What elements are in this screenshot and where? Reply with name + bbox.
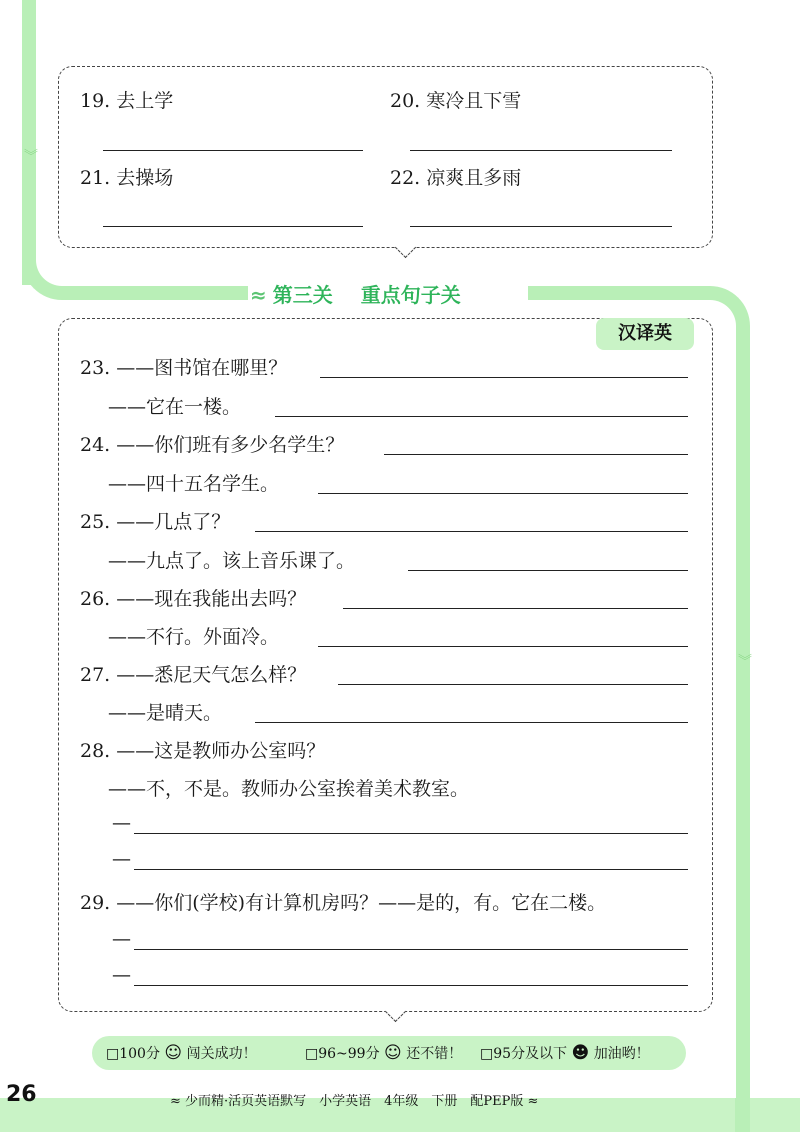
answer-line[interactable]	[410, 226, 672, 227]
answer-line[interactable]	[103, 150, 363, 151]
vocab-20: 20. 寒冷且下雪	[390, 90, 522, 112]
dash: —	[112, 812, 131, 834]
q27-line2: ——是晴天。	[108, 702, 223, 724]
happy-face-icon: ☺	[384, 1043, 402, 1063]
footer-text: ≈ 少而精·活页英语默写 小学英语 4年级 下册 配PEP版 ≈	[170, 1094, 539, 1109]
score-95: □95分及以下 ☻ 加油哟！	[480, 1036, 650, 1071]
answer-line[interactable]	[134, 833, 688, 834]
answer-line[interactable]	[384, 454, 688, 455]
page-number: 26	[6, 1082, 37, 1107]
answer-line[interactable]	[318, 493, 688, 494]
answer-line[interactable]	[338, 684, 688, 685]
q24-line1: 24. ——你们班有多少名学生？	[80, 434, 345, 456]
green-frame-bar-right	[528, 286, 708, 300]
vocab-21: 21. 去操场	[80, 167, 174, 189]
answer-line[interactable]	[320, 377, 688, 378]
answer-line[interactable]	[275, 416, 688, 417]
chevron-decoration-icon: ︾	[24, 149, 38, 165]
answer-line[interactable]	[134, 985, 688, 986]
dash: —	[112, 848, 131, 870]
answer-line[interactable]	[134, 869, 688, 870]
answer-line[interactable]	[410, 150, 672, 151]
answer-line[interactable]	[255, 531, 688, 532]
q28-line2: ——不，不是。教师办公室挨着美术教室。	[108, 778, 470, 800]
q23-line2: ——它在一楼。	[108, 396, 242, 418]
answer-line[interactable]	[408, 570, 688, 571]
score-96-99: □96~99分 ☺ 还不错！	[305, 1036, 462, 1071]
green-frame-foot	[735, 1098, 750, 1132]
green-frame-right	[736, 340, 750, 1132]
q23-line1: 23. ——图书馆在哪里？	[80, 357, 288, 379]
vocab-22: 22. 凉爽且多雨	[390, 167, 522, 189]
chevron-decoration-icon: ︾	[738, 654, 752, 670]
dash: —	[112, 928, 131, 950]
cheer-face-icon: ☻	[571, 1043, 590, 1063]
answer-line[interactable]	[103, 226, 363, 227]
q24-line2: ——四十五名学生。	[108, 473, 280, 495]
score-100: □100分 ☺ 闯关成功！	[106, 1036, 257, 1071]
q26-line1: 26. ——现在我能出去吗？	[80, 588, 307, 610]
q29-line1: 29. ——你们(学校)有计算机房吗？——是的，有。它在二楼。	[80, 892, 607, 914]
q27-line1: 27. ——悉尼天气怎么样？	[80, 664, 307, 686]
answer-line[interactable]	[255, 722, 688, 723]
dash: —	[112, 964, 131, 986]
answer-line[interactable]	[134, 949, 688, 950]
green-frame-bar-left	[70, 286, 248, 300]
section-tag: 汉译英	[596, 318, 694, 350]
vocab-19: 19. 去上学	[80, 90, 174, 112]
smile-face-icon: ☺	[164, 1043, 183, 1063]
green-frame-left	[22, 0, 36, 285]
q28-line1: 28. ——这是教师办公室吗？	[80, 740, 326, 762]
answer-line[interactable]	[343, 608, 688, 609]
q25-line1: 25. ——几点了？	[80, 511, 231, 533]
section-title: ≈ 第三关 重点句子关	[250, 283, 461, 307]
score-bar	[92, 1036, 686, 1070]
answer-line[interactable]	[318, 646, 688, 647]
q25-line2: ——九点了。该上音乐课了。	[108, 550, 356, 572]
q26-line2: ——不行。外面冷。	[108, 626, 280, 648]
